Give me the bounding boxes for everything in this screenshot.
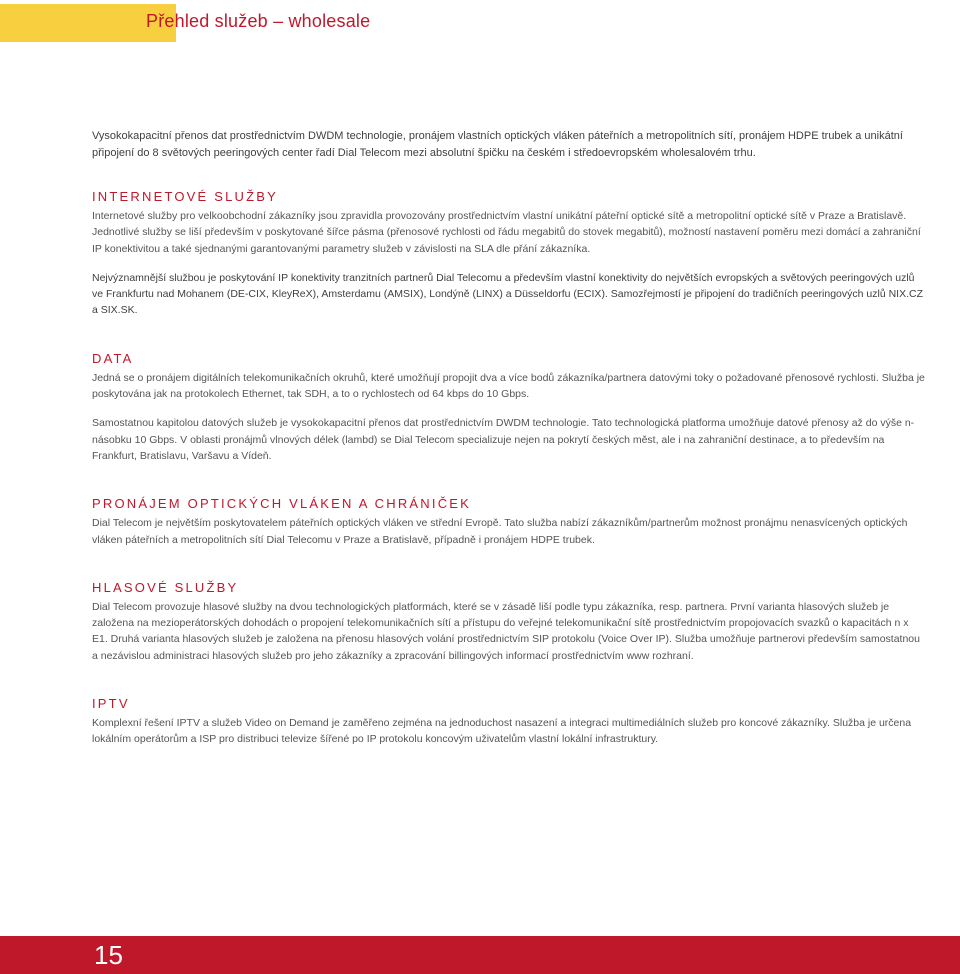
data-paragraph-2: Samostatnou kapitolou datových služeb je vysokokapacitní přenos dat prostřednictvím DWDM technologie. Tato technologická platforma umožňuje datové přenosy až do výše n-násobku 10 Gbps. V oblasti pronájmů vlnových délek (lambd) se Dial Telecom specializuje nejen na pokrytí českých měst, ale i na zahraniční destinace, a to především na Frankfurt, Bratislavu, Varšavu a Vídeň. (92, 417, 915, 462)
section-heading-internet: INTERNETOVÉ SLUŽBY (92, 189, 279, 204)
section-internet (92, 189, 926, 319)
intro-paragraph: Vysokokapacitní přenos dat prostřednictvím DWDM technologie, pronájem vlastních optických vláken páteřních a metropolitních sítí, pronájem HDPE trubek a unikátní připojení do 8 světových peeringových center řadí Dial Telecom mezi absolutní špičku na českém i středoevropském wholesalovém trhu. (92, 130, 903, 159)
hlasove-paragraph-1: Dial Telecom provozuje hlasové služby na dvou technologických platformách, které se v zásadě liší podle typu zákazníka, resp. partnera. První varianta hlasových služeb je založena na mezioperátorských dohodách o propojení telekomunikačních sítí a přístupu do veřejné telekomunikační sítě prostřednictvím propojovacích svazků o kapacitách n x E1. Druhá varianta hlasových služeb je založena na přenosu hlasových volání prostřednictvím SIP protokolu (Voice Over IP). Služba umožňuje partnerovi především samostatnou a nezávislou administraci hlasových služeb pro jeho zákazníky a zpracování billingových informací prostřednictvím www rozhraní. (92, 600, 920, 662)
section-heading-pronajem: PRONÁJEM OPTICKÝCH VLÁKEN A CHRÁNIČEK (92, 496, 472, 512)
section-iptv (92, 696, 926, 748)
internet-paragraph-2: Nejvýznamnější službou je poskytování IP konektivity tranzitních partnerů Dial Telecomu a především vlastní konektivity do největších evropských a světových peeringových uzlů ve Frankfurtu nad Mohanem (DE-CIX, KleyReX), Amsterdamu (AMSIX), Londýně (LINX) a Düsseldorfu (ECIX). Samozřejmostí je připojení do tradičních peeringových uzlů NIX.CZ a SIX.SK. (92, 271, 923, 317)
pronajem-paragraph-1: Dial Telecom je největším poskytovatelem páteřních optických vláken ve střední Evropě. Tato služba nabízí zákazníkům/partnerům možnost pronájmu nenasvícených optických vláken páteřních a metropolitních sítí Dial Telecomu v Praze a Bratislavě, případně i pronájem HDPE trubek. (92, 517, 908, 546)
page-title: Přehled služeb – wholesale (146, 11, 371, 31)
section-hlasove (92, 580, 926, 664)
footer-bar (0, 936, 960, 974)
main-content (92, 128, 926, 768)
section-data (92, 351, 926, 464)
section-pronajem (92, 496, 926, 548)
section-heading-data: DATA (92, 350, 134, 366)
iptv-paragraph-1: Komplexní řešení IPTV a služeb Video on Demand je zaměřeno zejména na jednoduchost nasazení a integraci multimediálních služeb pro koncové zákazníky. Služba je určena lokálním operátorům a ISP pro distribuci televize šířené po IP protokolu koncovým uživatelům vlastní lokální infrastruktury. (92, 717, 912, 746)
data-paragraph-1: Jedná se o pronájem digitálních telekomunikačních okruhů, které umožňují propojit dva a více bodů zákazníka/partnera datovými toky o požadované přenosové rychlosti. Služba je poskytována jak na protokolech Ethernet, tak SDH, a to o rychlostech od 64 kbps do 10 Gbps. (92, 371, 925, 401)
page-number: 15 (94, 940, 123, 970)
section-heading-hlasove: HLASOVÉ SLUŽBY (92, 579, 239, 595)
internet-paragraph-1: Internetové služby pro velkoobchodní zákazníky jsou zpravidla provozovány prostřednictvím vlastní unikátní páteřní optické sítě a metropolitní optické sítě v Praze a Bratislavě. Jednotlivé služby se liší především v poskytované šířce pásma (přenosové rychlosti od řádu megabitů do stovek megabitů), možností nastavení poměru mezi domácí a zahraniční IP konektivitou a také sjednanými garantovanými parametry služeb v závislosti na SLA dle přání zákazníka. (92, 210, 921, 255)
section-heading-iptv: IPTV (92, 696, 130, 712)
